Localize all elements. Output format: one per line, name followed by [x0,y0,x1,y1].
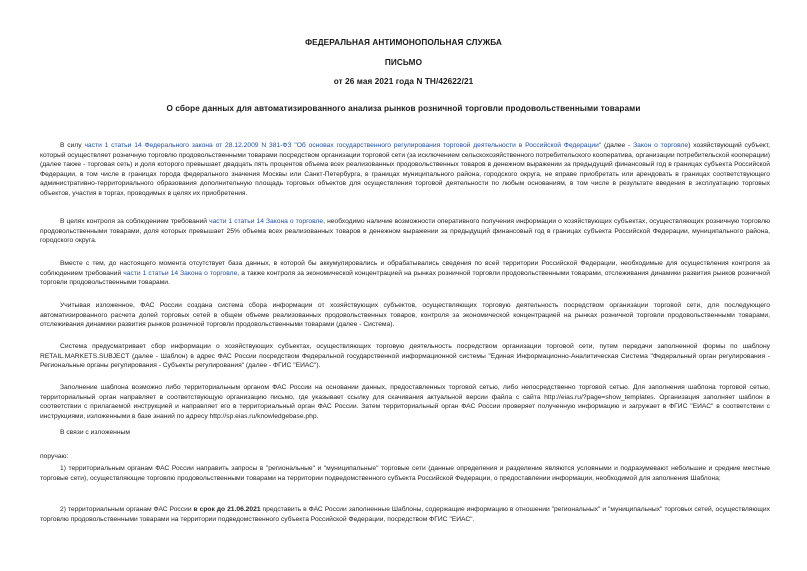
paragraph-2-text-b: , необходимо наличие возможности оперативного получения информации о хозяйствующих субъектах, осуществляющих розничную торговлю продовольственными товарами, доля которых превышает 25% объема всех реализованных товаров в денежном выражении за предыдущий финансовый год в границах субъекта Российской Федерации, муниципального района, городского округа. [40,218,771,244]
document-date-number: от 26 мая 2021 года N ТН/42622/21 [333,77,474,86]
paragraph-10-text-a: 2) территориальным органам ФАС России [60,506,194,513]
paragraph-7: В связи с изложенным [60,429,130,436]
document-type: ПИСЬМО [384,58,423,67]
trade-law-article-14-link[interactable]: части 1 статьи 14 Закона о торговле [209,218,324,225]
paragraph-1 [40,141,770,198]
paragraph-10 [40,505,770,524]
trade-law-article-14-link-2[interactable]: части 1 статьи 14 Закона о торговле [123,269,238,277]
paragraph-2 [40,217,770,246]
paragraph-8: поручаю: [40,453,69,460]
deadline-text: в срок до 21.06.2021 [193,506,261,513]
law-381-fz-link[interactable]: части 1 статьи 14 Федерального закона от 28.12.2009 N 381-ФЗ "Об основах государственного регулирования торговой деятельности в Российской Федерации" [84,142,602,149]
paragraph-5: Система предусматривает сбор информации о хозяйствующих субъектах, осуществляющих торговую деятельность посредством организации торговой сети, путем передачи заполненной формы по шаблону RETAIL.MARKETS.SUBJECT (далее - Шаблон) в адрес ФАС России посредством Федеральной государственной информационной системы "Единая Информационно-Аналитическая Система "Федеральный орган регулирования - Региональные органы регулирования - Субъекты регулирования" (далее - ФГИС "ЕИАС"). [40,343,770,369]
document-subject: О сборе данных для автоматизированного анализа рынков розничной торговли продовольственными товарами [166,104,641,113]
paragraph-4: Учитывая изложенное, ФАС России создана система сбора информации от хозяйствующих субъектов, осуществляющих торговую деятельность посредством организации торговой сети, для последующего автоматизированного расчета долей торговых сетей в общем объеме реализованных продовольственных товаров, контроля за экономической концентрацией на рынках розничной торговли продовольственными товарами, отслеживания динамики развития рынков розничной торговли продовольственными товарами (далее - Система). [40,302,770,328]
paragraph-9: 1) территориальным органам ФАС России направить запросы в "региональные" и "муниципальные" торговые сети (данные определения и разделение являются условными и подразумевают небольшие и средние местные торговые сети), осуществляющие торговлю продовольственными товарами на территории подведомственного субъекта Российской Федерации, о предоставлении информации, необходимой для заполнения Шаблона; [40,465,770,482]
paragraph-1-text-c: ) хозяйствующий субъект, который осуществляет розничную торговлю продовольственными товарами посредством организации торговой сети (за исключением сельскохозяйственного потребительского кооператива, организации потребительской кооперации) (далее также - торговая сеть) и доля которого превышает двадцать пять процентов объема всех реализованных продовольственных товаров в денежном выражении за предыдущий финансовый год в границах субъекта Российской Федерации, в том числе в границах города федерального значения Москвы или Санкт-Петербурга, в границах муниципального района, городского округа, не вправе приобретать или арендовать в границах соответствующего административно-территориального образования дополнительную площадь торговых объектов для осуществления торговой деятельности по любым основаниям, в том числе в результате введения в эксплуатацию торговых объектов, участия в торгах, проводимых в целях их приобретения. [40,142,770,197]
paragraph-3-text-a: Вместе с тем, до настоящего момента отсутствует база данных, в которой бы аккумулировались и обрабатывались сведения по всей территории Российской Федерации, необходимые для осуществления контроля за соблюдением требований [40,260,770,277]
paragraph-1-text-a: В силу [60,142,85,149]
paragraph-1-text-b: (далее - [601,142,634,149]
paragraph-3-text-b: , а также контроля за экономической концентрацией на рынках розничной торговли продовольственными товарами, отслеживания динамики развития рынков розничной торговли продовольственными товарами. [40,269,771,286]
trade-law-link[interactable]: Закон о торговле [633,142,689,149]
paragraph-3 [40,259,770,288]
paragraph-10-text-b: представить в ФАС России заполненные Шаблоны, содержащие информацию в отношении "региональных" и "муниципальных" торговых сетей, осуществляющих торговлю продовольственными товарами на территории подведомственного субъекта Российской Федерации, посредством ФГИС "ЕИАС". [40,506,770,523]
paragraph-6: Заполнение шаблона возможно либо территориальным органом ФАС России на основании данных, предоставленных торговой сетью, либо непосредственно торговой сетью. Для заполнения шаблона торговой сетью, территориальный орган направляет в соответствующую организацию письмо, где указывает ссылку для скачивания актуальной версии файла с сайта http://eias.ru/?page=show_templates. Организация заполняет шаблон в соответствии с прилагаемой инструкцией и направляет его в территориальный орган ФАС России. Затем территориальный орган ФАС России проверяет полученную информацию и загружает в ФГИС "ЕИАС" в соответствии с инструкциями, изложенными в базе знаний по адресу http://sp.eias.ru/knowledgebase.php. [40,384,770,420]
paragraph-2-text-a: В целях контроля за соблюдением требований [60,218,210,225]
agency-name: ФЕДЕРАЛЬНАЯ АНТИМОНОПОЛЬНАЯ СЛУЖБА [305,38,502,47]
